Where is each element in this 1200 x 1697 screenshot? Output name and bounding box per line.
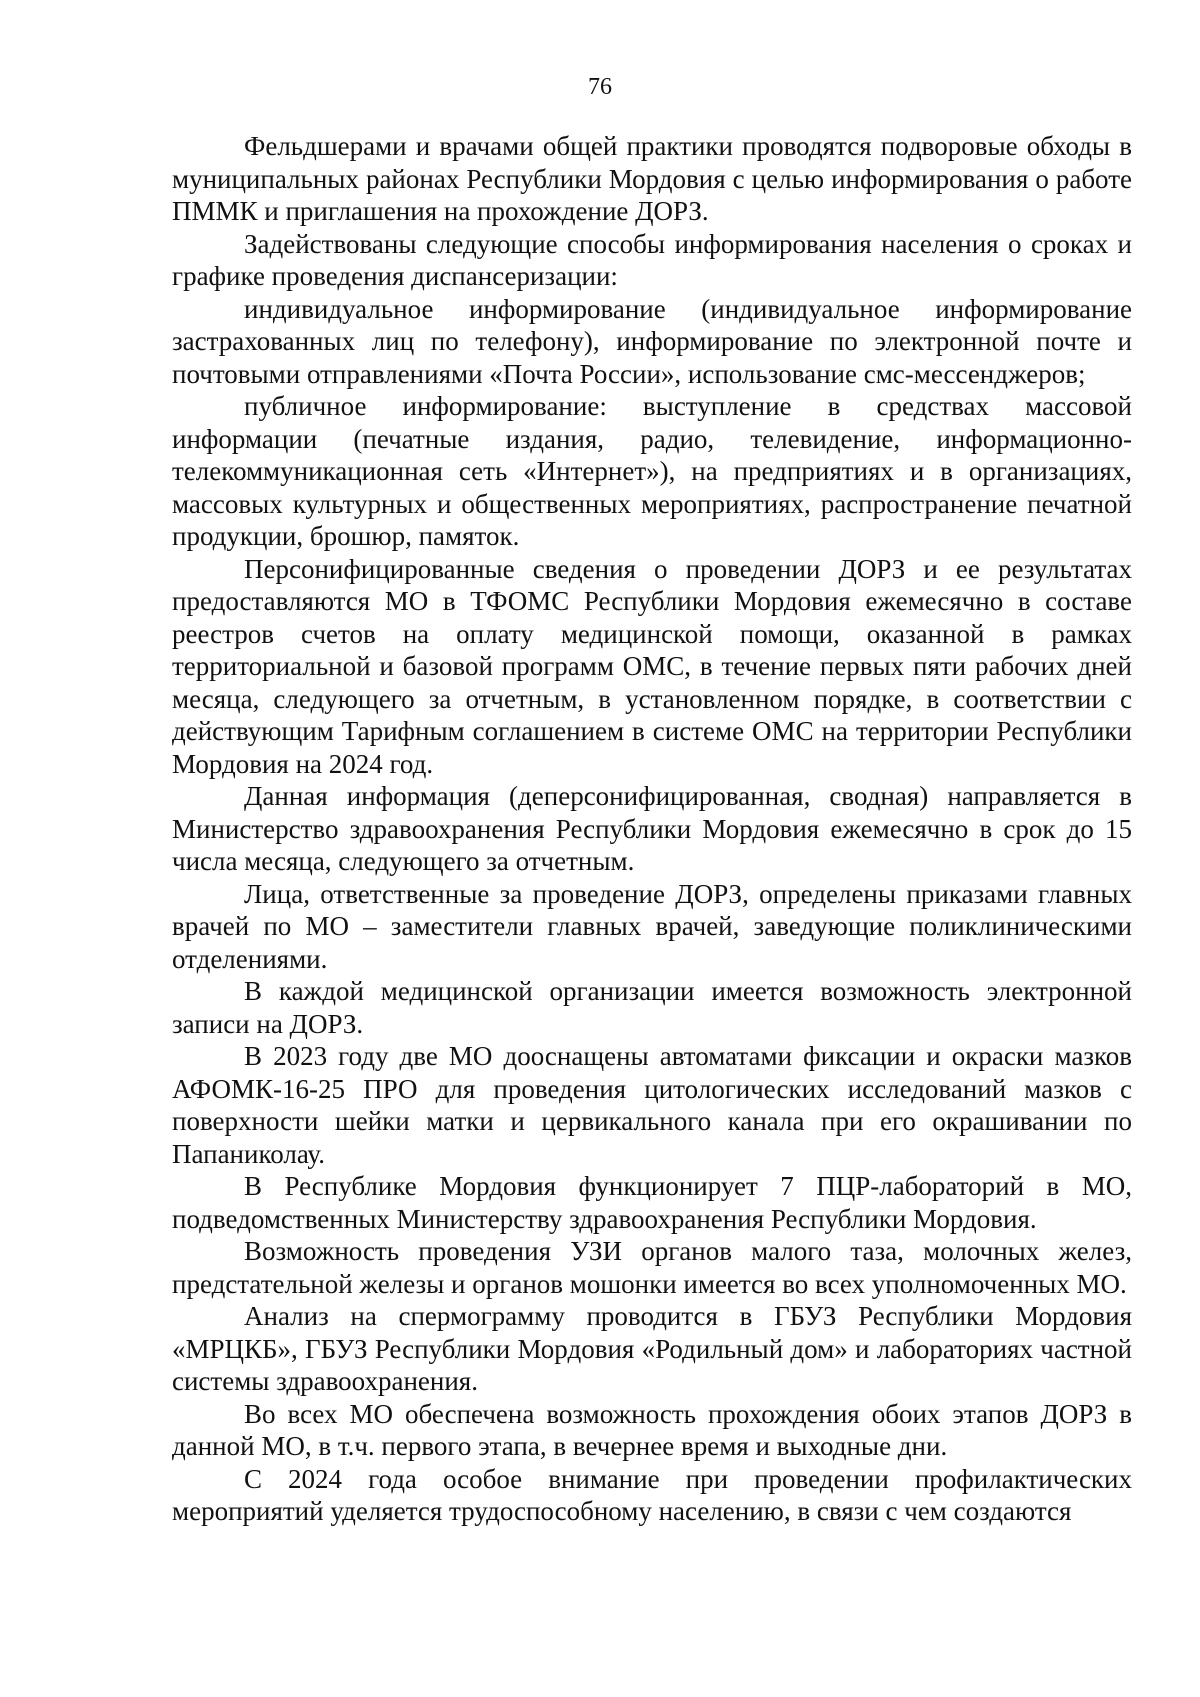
paragraph: публичное информирование: выступление в средствах массовой информации (печатные издания, радио, телевидение, информационно-телекоммуникационная сеть «Интернет»), на предприятиях и в организациях, массовых культурных и общественных мероприятиях, распространение печатной продукции, брошюр, памяток.	[172, 391, 1132, 551]
paragraph: Во всех МО обеспечена возможность прохождения обоих этапов ДОРЗ в данной МО, в т.ч. первого этапа, в вечернее время и выходные дни.	[172, 1398, 1132, 1461]
paragraph: индивидуальное информирование (индивидуальное информирование застрахованных лиц по телефону), информирование по электронной почте и почтовыми отправлениями «Почта России», использование смс-мессенджеров;	[172, 293, 1132, 389]
paragraph: С 2024 года особое внимание при проведении профилактических мероприятий уделяется трудоспособному населению, в связи с чем создаются	[172, 1463, 1132, 1526]
paragraph: Персонифицированные сведения о проведении ДОРЗ и ее результатах предоставляются МО в ТФОМС Республики Мордовия ежемесячно в составе реестров счетов на оплату медицинской помощи, оказанной в рамках территориальной и базовой программ ОМС, в течение первых пяти рабочих дней месяца, следующего за отчетным, в установленном порядке, в соответствии с действующим Тарифным соглашением в системе ОМС на территории Республики Мордовия на 2024 год.	[172, 553, 1132, 779]
paragraph: Фельдшерами и врачами общей практики проводятся подворовые обходы в муниципальных районах Республики Мордовия с целью информирования о работе ПММК и приглашения на прохождение ДОРЗ.	[172, 131, 1132, 226]
paragraph: В 2023 году две МО дооснащены автоматами фиксации и окраски мазков АФОМК-16-25 ПРО для проведения цитологических исследований мазков с поверхности шейки матки и цервикального канала при его окрашивании по Папаниколау.	[172, 1041, 1132, 1169]
paragraph: В Республике Мордовия функционирует 7 ПЦР-лабораторий в МО, подведомственных Министерству здравоохранения Республики Мордовия.	[172, 1171, 1132, 1234]
paragraph: Задействованы следующие способы информирования населения о сроках и графике проведения диспансеризации:	[172, 228, 1132, 291]
paragraph: Данная информация (деперсонифицированная, сводная) направляется в Министерство здравоохранения Республики Мордовия ежемесячно в срок до 15 числа месяца, следующего за отчетным.	[172, 781, 1132, 876]
paragraph: Возможность проведения УЗИ органов малого таза, молочных желез, предстательной железы и органов мошонки имеется во всех уполномоченных МО.	[172, 1236, 1132, 1299]
page-number: 76	[588, 74, 612, 100]
paragraph: Лица, ответственные за проведение ДОРЗ, определены приказами главных врачей по МО – заместители главных врачей, заведующие поликлиническими отделениями.	[172, 878, 1132, 974]
paragraph: В каждой медицинской организации имеется возможность электронной записи на ДОРЗ.	[172, 976, 1132, 1039]
document-body	[172, 130, 1132, 1528]
paragraph: Анализ на спермограмму проводится в ГБУЗ Республики Мордовия «МРЦКБ», ГБУЗ Республики Мордовия «Родильный дом» и лабораториях частной системы здравоохранения.	[172, 1301, 1132, 1396]
